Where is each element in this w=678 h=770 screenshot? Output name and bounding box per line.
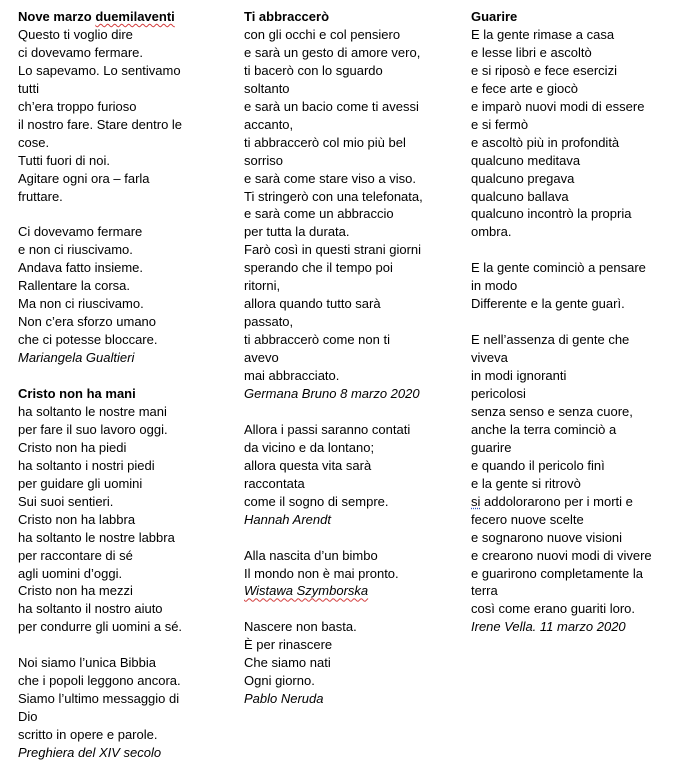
grammar-marked-word: si xyxy=(471,493,481,509)
poem-line xyxy=(244,62,454,80)
line-text: e si riposò e fece esercizi xyxy=(471,62,617,78)
blank-line xyxy=(471,241,676,259)
line-text: qualcuno meditava xyxy=(471,152,581,168)
poem-line xyxy=(244,439,454,457)
poem-column-2 xyxy=(244,8,454,708)
line-text: il nostro fare. Stare dentro le xyxy=(18,116,183,132)
poem-line xyxy=(244,44,454,62)
line-text: Alla nascita d’un bimbo xyxy=(244,547,378,563)
poem-line xyxy=(18,493,228,511)
poem-line xyxy=(471,277,676,295)
poem-author xyxy=(244,690,454,708)
line-text: E la gente cominciò a pensare xyxy=(471,260,646,276)
line-text: ha soltanto le nostre mani xyxy=(18,403,167,419)
poem-line xyxy=(244,152,454,170)
line-text: E nell’assenza di gente che xyxy=(471,332,630,348)
line-text: ti abbraccerò col mio più bel xyxy=(244,134,406,150)
line-text: qualcuno pregava xyxy=(471,170,575,186)
line-text: per fare il suo lavoro oggi. xyxy=(18,421,168,437)
line-text: Farò così in questi strani giorni xyxy=(244,242,422,258)
poem-line xyxy=(471,403,676,421)
line-text: Tutti fuori di noi. xyxy=(18,152,111,168)
poem-line xyxy=(471,600,676,618)
line-text: terra xyxy=(471,583,498,599)
line-text: fecero nuove scelte xyxy=(471,511,584,527)
poem-line xyxy=(244,116,454,134)
line-text: sorriso xyxy=(244,152,284,168)
poem-line xyxy=(244,241,454,259)
poem-line xyxy=(18,600,228,618)
poem-line xyxy=(471,511,676,529)
line-text: Germana Bruno 8 marzo 2020 xyxy=(244,386,420,402)
blank-line xyxy=(244,403,454,421)
poem-line xyxy=(244,331,454,349)
poem-line xyxy=(244,654,454,672)
line-text: qualcuno ballava xyxy=(471,188,569,204)
line-text: ti abbraccerò come non ti xyxy=(244,332,390,348)
line-text: viveva xyxy=(471,350,508,366)
line-text: avevo xyxy=(244,350,279,366)
poem-line xyxy=(471,457,676,475)
poem-line xyxy=(18,80,228,98)
line-text: E la gente rimase a casa xyxy=(471,26,615,42)
line-text: Pablo Neruda xyxy=(244,691,324,707)
poem-line xyxy=(471,62,676,80)
poem-line xyxy=(18,439,228,457)
poem-line xyxy=(244,457,454,475)
line-text: soltanto xyxy=(244,80,290,96)
poem-title xyxy=(18,8,228,26)
line-text: Preghiera del XIV secolo xyxy=(18,745,162,761)
line-text: addolorarono per i morti e xyxy=(480,493,633,509)
poem-column-3 xyxy=(471,8,676,636)
line-text: Noi siamo l’unica Bibbia xyxy=(18,655,157,671)
poem-author xyxy=(244,385,454,403)
poem-line xyxy=(244,26,454,44)
poem-line xyxy=(471,421,676,439)
poem-line xyxy=(471,152,676,170)
poem-line xyxy=(18,44,228,62)
poem-title xyxy=(244,8,454,26)
line-text: e ascoltò più in profondità xyxy=(471,134,620,150)
line-text: sperando che il tempo poi xyxy=(244,260,393,276)
poem-line xyxy=(18,582,228,600)
poem-title xyxy=(471,8,676,26)
line-text: e non ci riuscivamo. xyxy=(18,242,133,258)
poem-line xyxy=(244,421,454,439)
line-text: ombra. xyxy=(471,224,512,240)
poem-line xyxy=(244,367,454,385)
line-text: Non c’era sforzo umano xyxy=(18,314,157,330)
line-text: e crearono nuovi modi di vivere xyxy=(471,547,652,563)
line-text: senza senso e senza cuore, xyxy=(471,403,633,419)
line-text: Dio xyxy=(18,709,38,725)
poem-line xyxy=(244,672,454,690)
line-text: scritto in opere e parole. xyxy=(18,727,158,743)
line-text: e imparò nuovi modi di essere xyxy=(471,98,645,114)
line-text: come il sogno di sempre. xyxy=(244,493,389,509)
line-text: Rallentare la corsa. xyxy=(18,278,130,294)
line-text: Agitare ogni ora – farla xyxy=(18,170,150,186)
poem-line xyxy=(18,313,228,331)
line-text: anche la terra cominciò a xyxy=(471,421,617,437)
poem-author xyxy=(244,582,454,600)
line-text: Cristo non ha mani xyxy=(18,385,136,401)
poem-line xyxy=(244,565,454,583)
line-text: per tutta la durata. xyxy=(244,224,350,240)
line-text: e si fermò xyxy=(471,116,529,132)
spellcheck-marked-word: Wistawa Szymborska xyxy=(244,583,369,599)
poem-line xyxy=(471,26,676,44)
poem-line xyxy=(471,367,676,385)
line-text: e quando il pericolo finì xyxy=(471,457,605,473)
poem-line xyxy=(18,62,228,80)
line-text: ti bacerò con lo sguardo xyxy=(244,62,383,78)
line-text: e sarà un gesto di amore vero, xyxy=(244,44,421,60)
blank-line xyxy=(18,367,228,385)
line-text: Ci dovevamo fermare xyxy=(18,224,143,240)
poem-author xyxy=(18,744,228,762)
poem-line xyxy=(244,98,454,116)
poem-line xyxy=(18,672,228,690)
poem-line xyxy=(471,98,676,116)
poem-line xyxy=(471,439,676,457)
poem-line xyxy=(18,241,228,259)
poem-line xyxy=(244,259,454,277)
line-text: e la gente si ritrovò xyxy=(471,475,581,491)
line-text: da vicino e da lontano; xyxy=(244,439,375,455)
poem-author xyxy=(18,349,228,367)
poem-author xyxy=(244,511,454,529)
line-text: Siamo l’ultimo messaggio di xyxy=(18,691,180,707)
poem-line xyxy=(471,259,676,277)
line-text: Cristo non ha labbra xyxy=(18,511,136,527)
poem-line xyxy=(18,690,228,708)
poem-line xyxy=(18,277,228,295)
poem-line xyxy=(18,295,228,313)
line-text: e sarà come stare viso a viso. xyxy=(244,170,416,186)
poem-line xyxy=(244,493,454,511)
poem-line xyxy=(18,331,228,349)
poem-title xyxy=(18,385,228,403)
blank-line xyxy=(18,205,228,223)
line-text: per raccontare di sé xyxy=(18,547,133,563)
poem-line xyxy=(471,80,676,98)
line-text: Hannah Arendt xyxy=(244,511,331,527)
poem-line xyxy=(244,170,454,188)
line-text: accanto, xyxy=(244,116,294,132)
poem-line xyxy=(18,654,228,672)
poem-line xyxy=(18,134,228,152)
poem-line xyxy=(471,295,676,313)
poem-line xyxy=(18,259,228,277)
blank-line xyxy=(18,636,228,654)
blank-line xyxy=(244,600,454,618)
poem-line xyxy=(18,403,228,421)
poem-line xyxy=(471,582,676,600)
blank-line xyxy=(471,313,676,331)
line-text: allora quando tutto sarà xyxy=(244,296,381,312)
line-text: e lesse libri e ascoltò xyxy=(471,44,592,60)
poem-line xyxy=(18,457,228,475)
line-text: mai abbracciato. xyxy=(244,368,340,384)
line-text: Guarire xyxy=(471,9,518,24)
line-text: Nove marzo xyxy=(18,9,96,24)
line-text: passato, xyxy=(244,314,294,330)
line-text: per guidare gli uomini xyxy=(18,475,143,491)
poem-column-1 xyxy=(18,8,228,762)
poem-line xyxy=(244,618,454,636)
line-text: Ti abbraccerò xyxy=(244,9,330,24)
line-text: qualcuno incontrò la propria xyxy=(471,206,632,222)
line-text: ci dovevamo fermare. xyxy=(18,44,143,60)
line-text: Mariangela Gualtieri xyxy=(18,350,135,366)
line-text: Nascere non basta. xyxy=(244,619,357,635)
line-text: e guarirono completamente la xyxy=(471,565,643,581)
poem-line xyxy=(471,170,676,188)
poem-line xyxy=(18,547,228,565)
line-text: Cristo non ha piedi xyxy=(18,439,127,455)
line-text: Lo sapevamo. Lo sentivamo xyxy=(18,62,181,78)
poem-line xyxy=(471,44,676,62)
line-text: ha soltanto le nostre labbra xyxy=(18,529,175,545)
line-text: che i popoli leggono ancora. xyxy=(18,673,181,689)
poem-line xyxy=(244,205,454,223)
poem-line xyxy=(18,511,228,529)
line-text: ha soltanto il nostro aiuto xyxy=(18,601,163,617)
poem-line xyxy=(18,170,228,188)
line-text: in modi ignoranti xyxy=(471,368,567,384)
line-text: in modo xyxy=(471,278,518,294)
poem-line xyxy=(471,349,676,367)
poem-line xyxy=(18,188,228,206)
poem-line xyxy=(471,529,676,547)
line-text: agli uomini d’oggi. xyxy=(18,565,123,581)
poem-line xyxy=(244,188,454,206)
poem-line xyxy=(471,493,676,511)
line-text: È per rinascere xyxy=(244,637,333,653)
line-text: guarire xyxy=(471,439,512,455)
poem-line xyxy=(244,313,454,331)
poem-line xyxy=(18,421,228,439)
line-text: Andava fatto insieme. xyxy=(18,260,144,276)
poem-line xyxy=(471,116,676,134)
poem-line xyxy=(471,134,676,152)
poem-line xyxy=(18,529,228,547)
line-text: e sarà un bacio come ti avessi xyxy=(244,98,419,114)
line-text: Allora i passi saranno contati xyxy=(244,421,411,437)
poem-line xyxy=(244,134,454,152)
line-text: tutti xyxy=(18,80,39,96)
poem-line xyxy=(18,708,228,726)
poem-line xyxy=(18,618,228,636)
poem-line xyxy=(244,295,454,313)
line-text: raccontata xyxy=(244,475,305,491)
poem-line xyxy=(18,152,228,170)
line-text: pericolosi xyxy=(471,385,526,401)
poem-line xyxy=(471,188,676,206)
line-text: ritorni, xyxy=(244,278,281,294)
line-text: che ci potesse bloccare. xyxy=(18,332,158,348)
line-text: Che siamo nati xyxy=(244,655,331,671)
poem-line xyxy=(244,80,454,98)
poem-line xyxy=(18,26,228,44)
poem-line xyxy=(244,475,454,493)
line-text: e sarà come un abbraccio xyxy=(244,206,394,222)
poem-line xyxy=(244,636,454,654)
poem-line xyxy=(18,726,228,744)
poem-author xyxy=(471,618,676,636)
blank-line xyxy=(244,529,454,547)
line-text: per condurre gli uomini a sé. xyxy=(18,619,183,635)
poem-line xyxy=(18,223,228,241)
poem-line xyxy=(471,565,676,583)
line-text: ch’era troppo furioso xyxy=(18,98,137,114)
line-text: Il mondo non è mai pronto. xyxy=(244,565,399,581)
poem-line xyxy=(244,349,454,367)
poem-line xyxy=(471,547,676,565)
poem-line xyxy=(471,223,676,241)
line-text: fruttare. xyxy=(18,188,63,204)
line-text: allora questa vita sarà xyxy=(244,457,372,473)
line-text: cose. xyxy=(18,134,50,150)
poem-line xyxy=(18,565,228,583)
line-text: Cristo non ha mezzi xyxy=(18,583,133,599)
line-text: Ma non ci riuscivamo. xyxy=(18,296,144,312)
line-text: così come erano guariti loro. xyxy=(471,601,636,617)
poem-line xyxy=(471,385,676,403)
line-text: Sui suoi sentieri. xyxy=(18,493,114,509)
line-text: Questo ti voglio dire xyxy=(18,26,133,42)
line-text: Differente e la gente guarì. xyxy=(471,296,625,312)
line-text: e fece arte e giocò xyxy=(471,80,578,96)
poem-line xyxy=(244,223,454,241)
poem-line xyxy=(244,277,454,295)
line-text: Ogni giorno. xyxy=(244,673,315,689)
line-text: Irene Vella. 11 marzo 2020 xyxy=(471,619,626,635)
line-text: ha soltanto i nostri piedi xyxy=(18,457,155,473)
poem-line xyxy=(471,331,676,349)
poem-line xyxy=(471,205,676,223)
line-text: con gli occhi e col pensiero xyxy=(244,26,401,42)
line-text: e sognarono nuove visioni xyxy=(471,529,623,545)
line-text: Ti stringerò con una telefonata, xyxy=(244,188,423,204)
poem-line xyxy=(471,475,676,493)
spellcheck-marked-word: duemilaventi xyxy=(95,9,175,24)
poem-line xyxy=(18,98,228,116)
poem-line xyxy=(244,547,454,565)
poem-line xyxy=(18,116,228,134)
poem-line xyxy=(18,475,228,493)
